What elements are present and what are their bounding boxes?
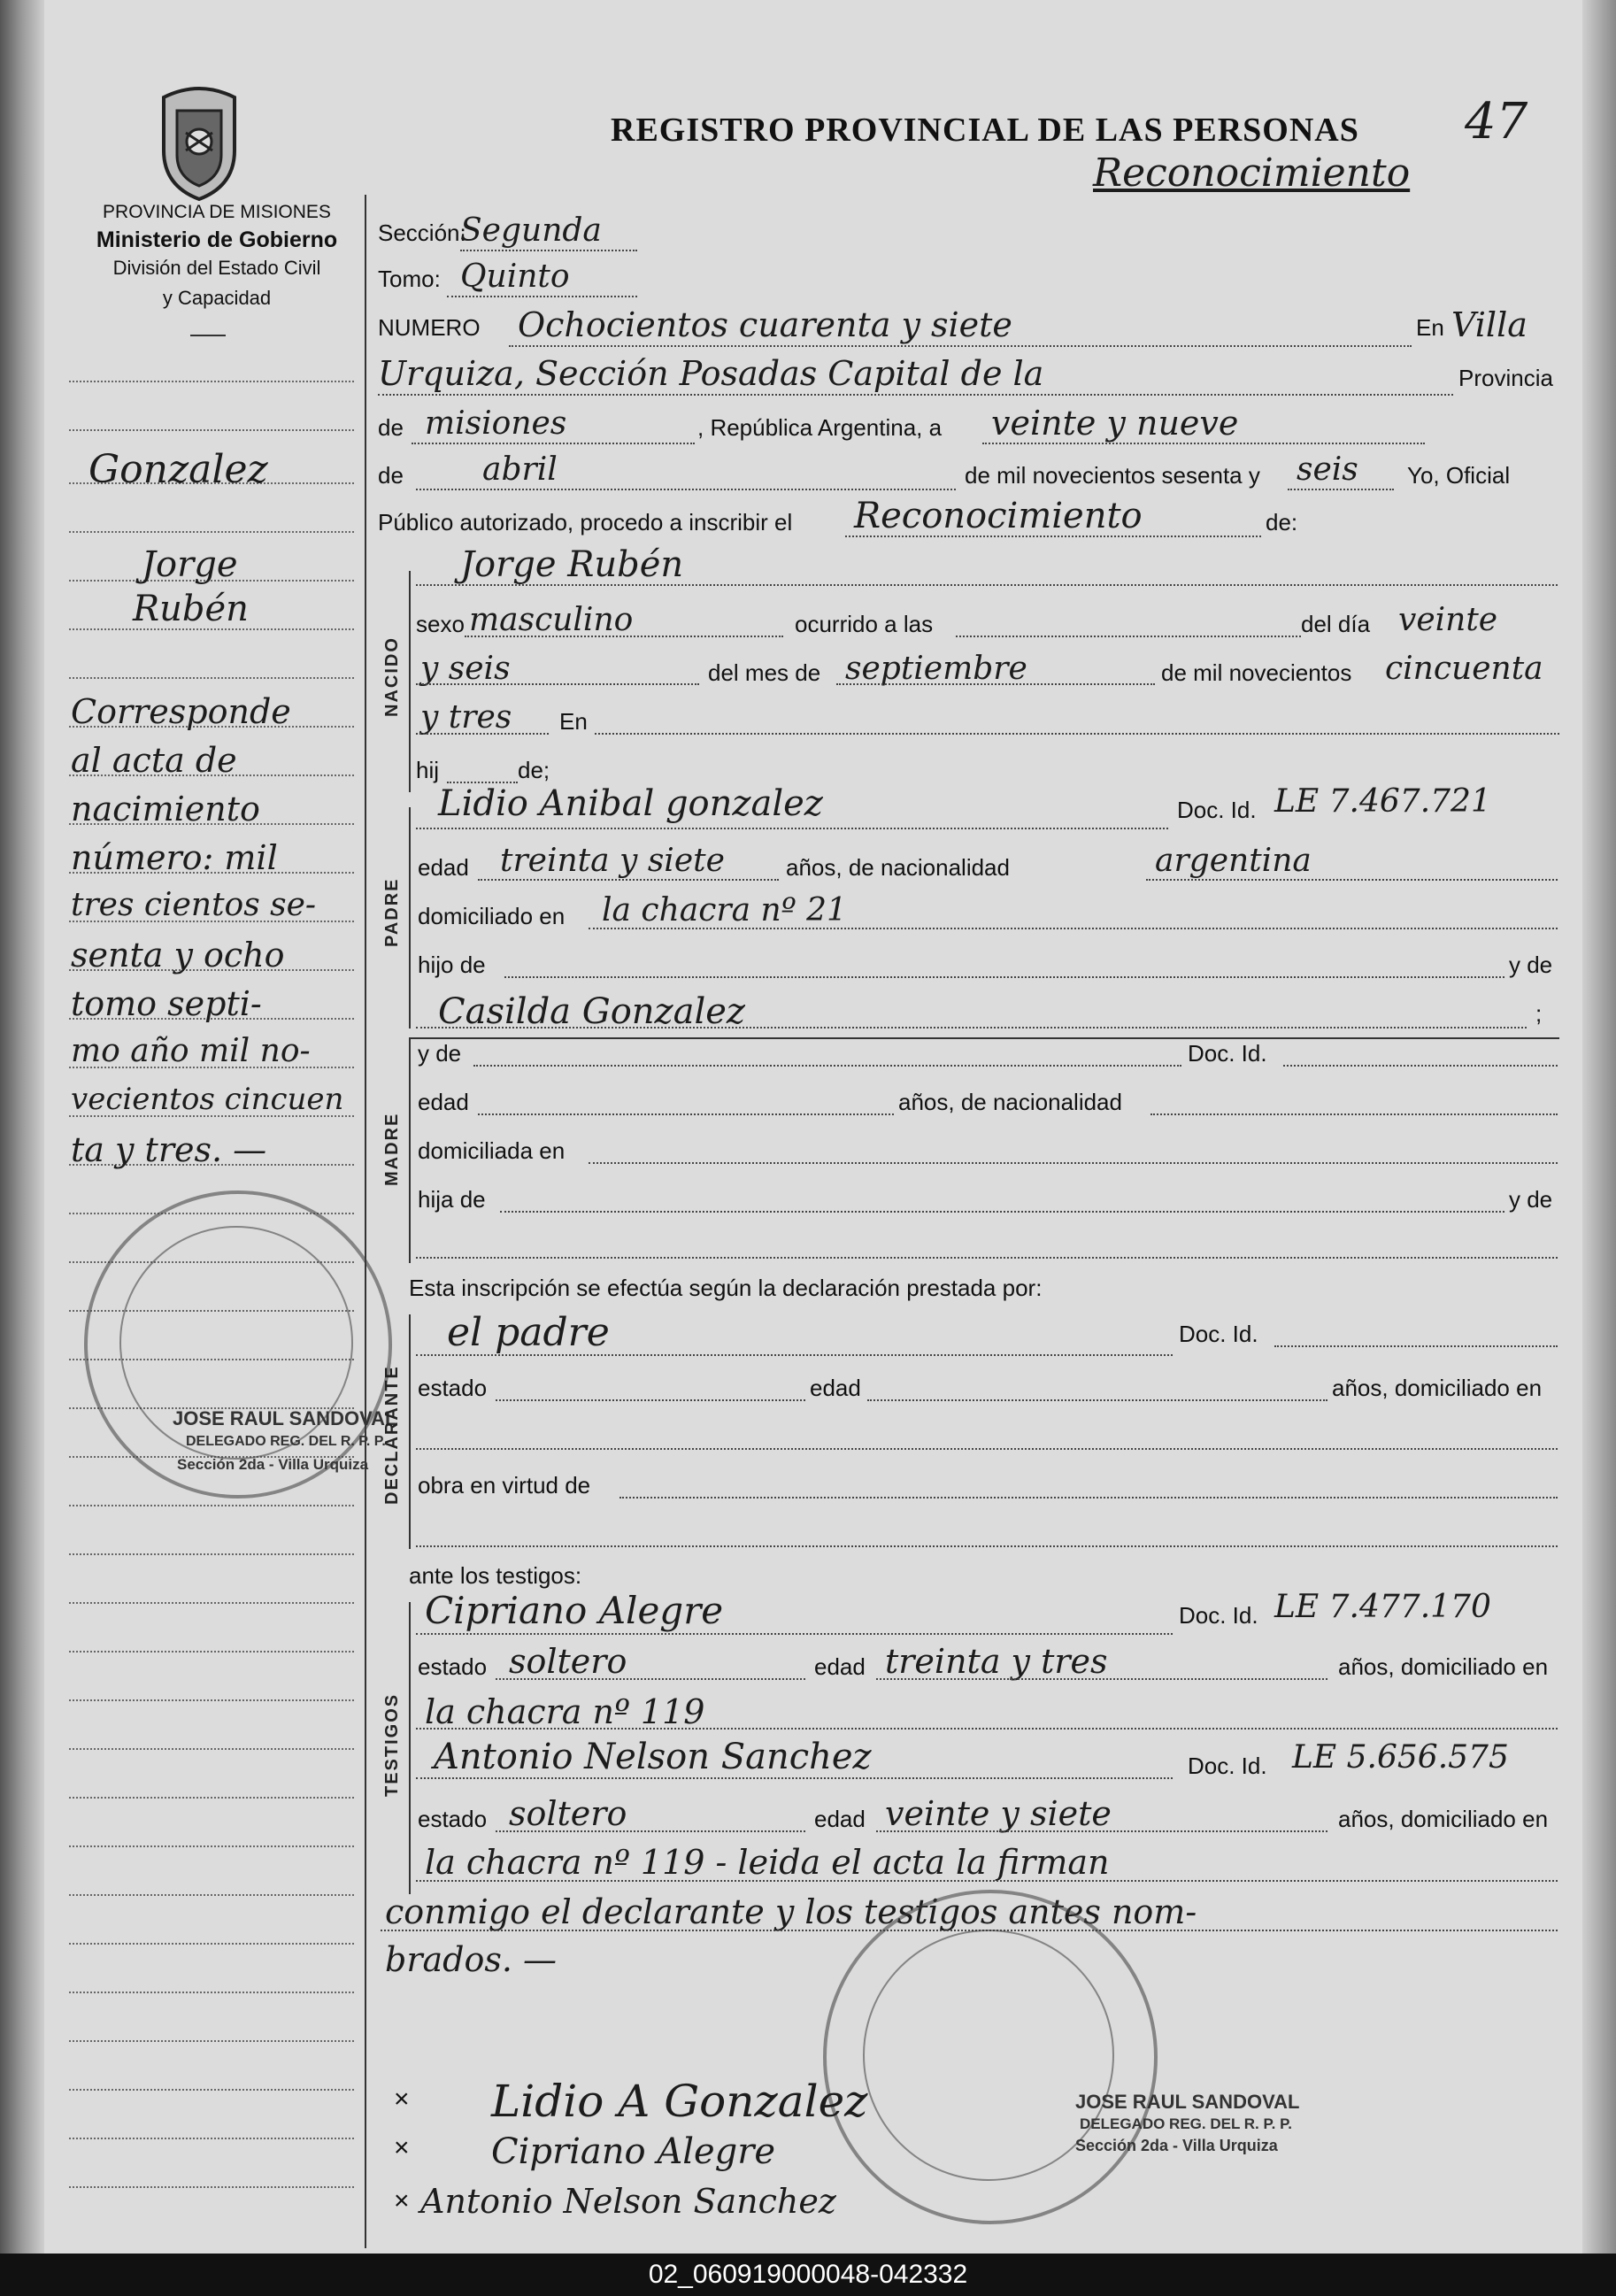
value-anio-nac-2: y tres (420, 699, 512, 736)
label-estado-t1: estado (418, 1653, 488, 1680)
value-abuela: Casilda Gonzalez (438, 991, 745, 1032)
section-label-declarante: DECLARANTE (382, 1365, 402, 1505)
field-line (589, 928, 1558, 929)
label-sexo: sexo (416, 611, 465, 637)
signature-1: Lidio A Gonzalez (491, 2076, 868, 2127)
margin-rule (69, 429, 354, 431)
field-line (496, 1830, 805, 1832)
field-line (447, 296, 637, 297)
value-sexo: masculino (469, 602, 634, 638)
header-divider (190, 335, 226, 336)
stamp-name-bottom: JOSE RAUL SANDOVAL (1075, 2091, 1300, 2113)
section-label-madre: MADRE (382, 1112, 402, 1186)
margin-rule (69, 1943, 354, 1945)
coat-of-arms-icon (150, 80, 248, 204)
value-numero: Ochocientos cuarenta y siete (518, 305, 1012, 344)
signature-3: Antonio Nelson Sanchez (420, 2182, 836, 2221)
value-mes: abril (482, 451, 558, 488)
image-caption: 02_060919000048-042332 (0, 2254, 1616, 2296)
field-line (416, 1257, 1558, 1259)
stamp-section: Sección 2da - Villa Urquiza (177, 1456, 369, 1473)
margin-rule (69, 1894, 354, 1896)
label-hij: hij (416, 757, 440, 783)
field-line (412, 443, 695, 444)
label-republica: , República Argentina, a (697, 414, 943, 441)
field-line (1150, 1113, 1558, 1115)
section-bracket (409, 1314, 411, 1549)
field-line (378, 394, 1453, 396)
label-mil-novecientos: de mil novecientos (1161, 659, 1352, 686)
value-testigo-2-doc: LE 5.656.575 (1292, 1739, 1509, 1776)
field-line (956, 636, 1301, 637)
label-semicolon: ; (1535, 1000, 1543, 1027)
value-testigo-2-estado: soltero (509, 1794, 627, 1833)
field-line (619, 1497, 1558, 1499)
field-line (416, 1027, 1527, 1029)
field-line (460, 250, 637, 251)
stamp-title-bottom: DELEGADO REG. DEL R. P. P. (1080, 2115, 1292, 2132)
value-nombre: Jorge Rubén (460, 544, 684, 585)
value-padre-edad: treinta y siete (500, 843, 725, 879)
label-ante: ante los testigos: (409, 1562, 582, 1589)
label-en-2: En (559, 708, 588, 735)
value-mes-nac: septiembre (845, 651, 1027, 687)
field-line (1274, 1345, 1558, 1347)
label-y-de-2: y de (1509, 1186, 1553, 1213)
label-edad: edad (418, 854, 469, 881)
value-anio-nac: cincuenta (1385, 651, 1543, 687)
margin-surname: Gonzalez (88, 447, 268, 492)
margin-divider (365, 195, 366, 2248)
margin-rule (69, 2138, 354, 2139)
signature-mark: × (394, 2133, 410, 2162)
value-dia: veinte (1398, 602, 1498, 638)
value-testigo-2: Antonio Nelson Sanchez (434, 1737, 872, 1777)
division-name-2: y Capacidad (162, 287, 272, 309)
label-edad-decl: edad (810, 1375, 861, 1401)
label-de-colon: de: (1266, 509, 1298, 535)
label-obra: obra en virtud de (418, 1472, 591, 1499)
field-line (416, 683, 699, 685)
value-testigo-2-edad: veinte y siete (885, 1794, 1112, 1833)
value-closing-3: brados. — (385, 1940, 558, 1979)
value-dia-mes: veinte y nueve (991, 404, 1239, 443)
value-acto: Reconocimiento (854, 496, 1143, 536)
label-anos-nac-madre: años, de nacionalidad (898, 1089, 1122, 1115)
margin-note-line: senta y ocho (71, 936, 285, 975)
section-bracket (409, 571, 411, 792)
margin-rule (69, 1748, 354, 1750)
field-line (496, 1678, 805, 1680)
stamp-title: DELEGADO REG. DEL R. P. P. (186, 1434, 386, 1449)
field-line (478, 879, 779, 881)
value-declarante: el padre (447, 1310, 610, 1355)
margin-rule (69, 531, 354, 533)
label-hija-de: hija de (418, 1186, 486, 1213)
label-doc-id: Doc. Id. (1177, 797, 1257, 823)
section-bracket (409, 807, 411, 1029)
field-line (416, 1728, 1558, 1730)
field-line (416, 489, 956, 490)
margin-rule (69, 2089, 354, 2091)
field-line (509, 345, 1412, 347)
value-testigo-1: Cipriano Alegre (425, 1589, 724, 1632)
value-testigo-1-dom: la chacra nº 119 (425, 1692, 705, 1731)
label-ocurrido: ocurrido a las (795, 611, 934, 637)
margin-rule (69, 1651, 354, 1653)
label-seccion: Sección: (378, 220, 466, 246)
ministry-name: Ministerio de Gobierno (96, 227, 338, 252)
field-line (416, 733, 549, 735)
value-padre-nombre: Lidio Anibal gonzalez (438, 783, 823, 824)
margin-rule (69, 1797, 354, 1799)
label-doc-id-t1: Doc. Id. (1179, 1602, 1258, 1629)
label-numero: NUMERO (378, 314, 481, 341)
field-line (416, 1354, 1173, 1356)
label-hijo-de: hijo de (418, 952, 486, 978)
label-del-dia: del día (1301, 611, 1371, 637)
field-line (595, 733, 1559, 735)
field-line (589, 1162, 1558, 1164)
label-de: de (378, 414, 404, 441)
field-line (845, 535, 1261, 537)
signature-2: Cipriano Alegre (491, 2131, 776, 2172)
field-line (416, 1633, 1173, 1635)
field-line (504, 976, 1504, 978)
label-de-semi: de; (518, 757, 550, 783)
page-number: 47 (1465, 93, 1528, 150)
value-tomo: Quinto (460, 258, 570, 295)
annotation-reconocimiento: Reconocimiento (1093, 150, 1411, 196)
margin-note-line: al acta de (71, 741, 237, 780)
field-line (465, 636, 783, 637)
value-testigo-1-edad: treinta y tres (885, 1642, 1108, 1681)
margin-note-line: número: mil (71, 838, 278, 877)
value-testigo-1-estado: soltero (509, 1642, 627, 1681)
field-line (500, 1211, 1504, 1213)
value-anio: seis (1297, 451, 1358, 488)
page-edge (1582, 0, 1616, 2254)
margin-rule (69, 1602, 354, 1604)
margin-note-line: ta y tres. — (71, 1130, 267, 1169)
label-edad-t2: edad (814, 1806, 866, 1832)
label-doc-id-decl: Doc. Id. (1179, 1321, 1258, 1347)
field-line (836, 683, 1155, 685)
margin-note-line: mo año mil no- (71, 1033, 311, 1069)
margin-rule (69, 677, 354, 679)
margin-note-line: tomo septi- (71, 984, 262, 1023)
label-esta-inscripcion: Esta inscripción se efectúa según la declaración prestada por: (409, 1275, 1043, 1301)
margin-note-line: tres cientos se- (71, 887, 317, 923)
margin-rule (69, 1992, 354, 1993)
field-line (416, 828, 1168, 829)
value-padre-dom: la chacra nº 21 (602, 892, 847, 928)
section-label-nacido: NACIDO (382, 636, 402, 717)
label-estado-t2: estado (418, 1806, 488, 1832)
label-yo-oficial: Yo, Oficial (1407, 462, 1511, 489)
field-line (496, 1399, 805, 1401)
label-publico: Público autorizado, procedo a inscribir el (378, 509, 793, 535)
label-de-2: de (378, 462, 404, 489)
field-line (876, 1678, 1327, 1680)
label-del-mes: del mes de (708, 659, 821, 686)
province-name: PROVINCIA DE MISIONES (103, 202, 331, 222)
section-label-testigos: TESTIGOS (382, 1692, 402, 1797)
label-edad-t1: edad (814, 1653, 866, 1680)
label-anos-nac: años, de nacionalidad (786, 854, 1010, 881)
field-line (982, 443, 1425, 444)
label-edad-madre: edad (418, 1089, 469, 1115)
value-padre-doc: LE 7.467.721 (1274, 783, 1491, 820)
label-tomo: Tomo: (378, 266, 441, 292)
margin-note-line: nacimiento (71, 790, 260, 828)
value-en: Villa (1451, 305, 1528, 344)
margin-rule (69, 2040, 354, 2042)
value-testigo-1-doc: LE 7.477.170 (1274, 1589, 1491, 1625)
value-closing-1: la chacra nº 119 - leida el acta la firman (425, 1843, 1110, 1882)
stamp-name: JOSE RAUL SANDOVAL (173, 1407, 397, 1429)
label-anos-dom-t1: años, domiciliado en (1338, 1653, 1549, 1680)
label-provincia: Provincia (1458, 365, 1553, 391)
label-doc-id-t2: Doc. Id. (1188, 1753, 1267, 1779)
signature-mark: × (394, 2084, 410, 2114)
label-mil-sesenta: de mil novecientos sesenta y (965, 462, 1260, 489)
label-estado: estado (418, 1375, 488, 1401)
margin-rule (69, 381, 354, 382)
document-title: REGISTRO PROVINCIAL DE LAS PERSONAS (611, 112, 1359, 149)
label-domiciliada: domiciliada en (418, 1137, 566, 1164)
section-bracket (409, 1037, 411, 1263)
page-binding (0, 0, 44, 2254)
field-line (1283, 1065, 1558, 1067)
margin-rule (69, 1505, 354, 1506)
section-bracket (409, 1602, 411, 1894)
margin-rule (69, 2186, 354, 2188)
section-divider (409, 1037, 1559, 1039)
value-padre-nac: argentina (1155, 843, 1312, 879)
margin-given-2: Rubén (133, 589, 249, 629)
field-line (876, 1830, 1327, 1832)
field-line (1288, 489, 1394, 490)
margin-given-1: Jorge (142, 544, 238, 585)
value-place: Urquiza, Sección Posadas Capital de la (378, 354, 1044, 393)
margin-rule (69, 1845, 354, 1847)
label-doc-id-madre: Doc. Id. (1188, 1040, 1267, 1067)
field-line (416, 1545, 1558, 1547)
signature-mark: × (394, 2186, 410, 2215)
value-provincia: misiones (425, 405, 567, 442)
label-y-de: y de (1509, 952, 1553, 978)
field-line (1146, 879, 1558, 881)
label-anos-dom: años, domiciliado en (1332, 1375, 1543, 1401)
value-dia-2: y seis (420, 651, 511, 687)
margin-rule (69, 1553, 354, 1555)
label-en: En (1416, 314, 1444, 341)
field-line (416, 1880, 1558, 1882)
field-line (478, 1113, 894, 1115)
label-y-de-madre: y de (418, 1040, 462, 1067)
stamp-section-bottom: Sección 2da - Villa Urquiza (1075, 2137, 1278, 2154)
margin-note-line: Corresponde (71, 692, 291, 731)
value-closing-2: conmigo el declarante y los testigos antes nom- (385, 1892, 1197, 1931)
field-line (416, 584, 1558, 586)
section-label-padre: PADRE (382, 877, 402, 947)
division-name: División del Estado Civil (112, 257, 321, 279)
field-line (473, 1065, 1181, 1067)
margin-rule (69, 1699, 354, 1701)
label-anos-dom-t2: años, domiciliado en (1338, 1806, 1549, 1832)
field-line (416, 1777, 1173, 1779)
margin-note-line: vecientos cincuen (71, 1082, 344, 1117)
field-line (416, 1448, 1558, 1450)
value-seccion: Segunda (460, 212, 602, 249)
label-domiciliado: domiciliado en (418, 903, 566, 929)
field-line (867, 1399, 1327, 1401)
